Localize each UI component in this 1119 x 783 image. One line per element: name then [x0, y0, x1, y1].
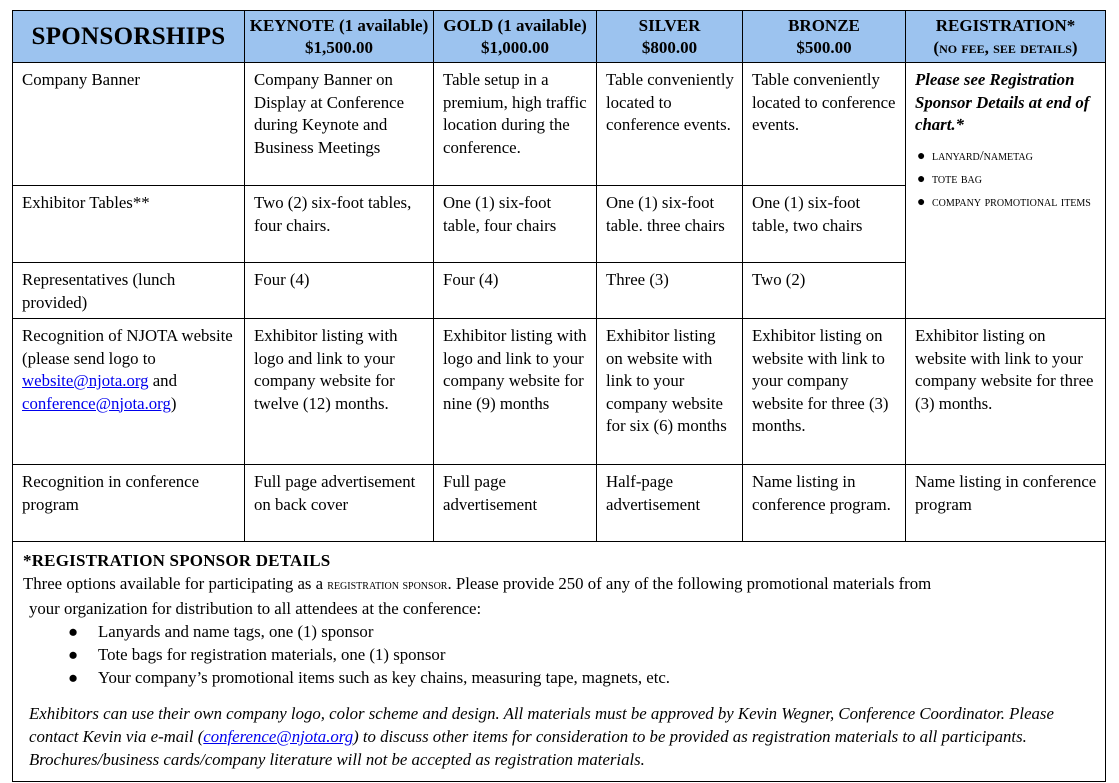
tier-price: $1,000.00: [481, 38, 549, 57]
cell-registration: Name listing in conference program: [906, 465, 1106, 542]
list-item: ● company promotional items: [915, 191, 1097, 214]
sponsorship-table: [12, 10, 1106, 782]
row-label: Recognition in conference program: [13, 465, 245, 542]
cell-gold: Exhibitor listing with logo and link to your company website for nine (9) months: [434, 319, 597, 465]
header-bronze: [743, 11, 906, 63]
tier-price: $1,500.00: [305, 38, 373, 57]
header-silver: [597, 11, 743, 63]
list-item: ● tote bag: [915, 168, 1097, 191]
row-label: Representatives (lunch provided): [13, 263, 245, 319]
cell-keynote: Exhibitor listing with logo and link to your company website for twelve (12) months.: [245, 319, 434, 465]
tier-name: KEYNOTE (1 available): [249, 16, 429, 35]
list-item: ● Tote bags for registration materials, one (1) sponsor: [68, 645, 446, 664]
cell-silver: Half-page advertisement: [597, 465, 743, 542]
tier-price: $800.00: [641, 38, 698, 57]
cell-bronze: One (1) six-foot table, two chairs: [743, 186, 906, 263]
list-item: ● Your company’s promotional items such as key chains, measuring tape, magnets, etc.: [68, 668, 671, 687]
materials-note: Exhibitors can use their own company logo, color scheme and design. All materials must be approved by Kevin Wegner, Conference Coordinator. Please contact Kevin via e-mail (conference@njota.org) to discuss other items for consideration to be provided as registration materials to all participants. Brochures/business cards/company literature will not be accepted as registration materials.: [29, 704, 1054, 769]
bullet-icon: ●: [68, 668, 79, 687]
cell-bronze: Name listing in conference program.: [743, 465, 906, 542]
header-keynote: [245, 11, 434, 63]
website-email-link[interactable]: website@njota.org: [22, 371, 149, 390]
conference-email-link[interactable]: conference@njota.org: [22, 393, 171, 413]
sponsorship-sheet: [12, 10, 1105, 782]
tier-price: $500.00: [796, 38, 852, 57]
sponsor-options-list: [23, 620, 1095, 689]
list-item: ● Lanyards and name tags, one (1) sponsor: [68, 622, 374, 641]
tier-subtitle: (no fee, see details): [933, 38, 1078, 57]
cell-gold: One (1) six-foot table, four chairs: [434, 186, 597, 263]
cell-silver: Table conveniently located to conference events.: [597, 63, 743, 186]
details-description: Three options available for participating as a registration sponsor. Please provide 250 of any of the following promotional materials from your organization for distribution to all attendees at the conference:: [23, 574, 932, 618]
bullet-icon: ●: [917, 148, 926, 164]
cell-registration-details: [906, 63, 1106, 319]
row-label: Recognition of NJOTA website (please send logo to website@njota.org and conference@njota.org): [13, 319, 245, 465]
tier-name: BRONZE: [788, 16, 860, 35]
table-title: SPONSORSHIPS: [13, 11, 245, 63]
header-registration: [906, 11, 1106, 63]
cell-gold: Table setup in a premium, high traffic location during the conference.: [434, 63, 597, 186]
row-label: Company Banner: [13, 63, 245, 186]
row-website-recognition: [13, 319, 1106, 465]
registration-sponsor-details: [13, 542, 1106, 782]
tier-name: SILVER: [638, 16, 701, 35]
cell-bronze: Table conveniently located to conference events.: [743, 63, 906, 186]
cell-keynote: Company Banner on Display at Conference during Keynote and Business Meetings: [245, 63, 434, 186]
bullet-icon: ●: [68, 622, 79, 641]
cell-silver: One (1) six-foot table. three chairs: [597, 186, 743, 263]
details-title: *REGISTRATION SPONSOR DETAILS: [23, 551, 331, 570]
cell-keynote: Two (2) six-foot tables, four chairs.: [245, 186, 434, 263]
cell-silver: Exhibitor listing on website with link to your company website for six (6) months: [597, 319, 743, 465]
cell-gold: Four (4): [434, 263, 597, 319]
row-label: Exhibitor Tables**: [13, 186, 245, 263]
cell-bronze: Two (2): [743, 263, 906, 319]
header-row: [13, 11, 1106, 63]
row-company-banner: [13, 63, 1106, 186]
contact-email-link[interactable]: conference@njota.org: [203, 727, 354, 746]
cell-gold: Full page advertisement: [434, 465, 597, 542]
cell-keynote: Full page advertisement on back cover: [245, 465, 434, 542]
bullet-icon: ●: [917, 171, 926, 187]
cell-keynote: Four (4): [245, 263, 434, 319]
registration-item-list: [915, 145, 1097, 214]
row-program-recognition: [13, 465, 1106, 542]
header-gold: [434, 11, 597, 63]
cell-bronze: Exhibitor listing on website with link to your company website for three (3) months.: [743, 319, 906, 465]
bullet-icon: ●: [68, 645, 79, 664]
list-item: ● lanyard/nametag: [915, 145, 1097, 168]
registration-note: Please see Registration Sponsor Details at end of chart.*: [915, 70, 1090, 134]
tier-name: REGISTRATION*: [935, 16, 1076, 35]
bullet-icon: ●: [917, 194, 926, 210]
tier-name: GOLD (1 available): [443, 16, 587, 35]
cell-registration: Exhibitor listing on website with link to your company website for three (3) months.: [906, 319, 1106, 465]
footer-row: [13, 542, 1106, 782]
cell-silver: Three (3): [597, 263, 743, 319]
